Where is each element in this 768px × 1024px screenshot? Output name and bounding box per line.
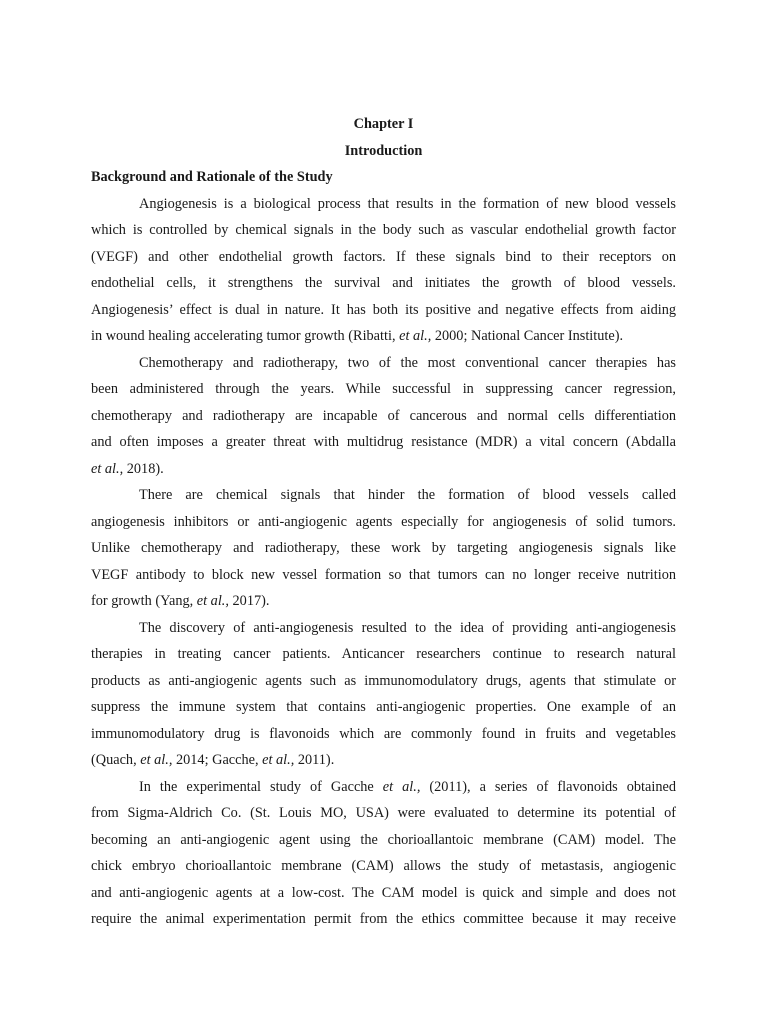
text-line: chemotherapy and radiotherapy are incapable of cancerous and normal cells differentiation <box>91 407 676 424</box>
document-page <box>91 111 676 933</box>
text-line: and often imposes a greater threat with multidrug resistance (MDR) a vital concern (Abdalla <box>91 434 676 450</box>
section-heading: Background and Rationale of the Study <box>91 169 333 185</box>
text-line: immunomodulatory drug is flavonoids which are commonly found in fruits and vegetables <box>91 725 676 742</box>
chapter-title: Introduction <box>344 142 423 159</box>
text-line: Unlike chemotherapy and radiotherapy, these work by targeting angiogenesis signals like <box>91 540 676 556</box>
text-line: There are chemical signals that hinder the formation of blood vessels called <box>139 487 676 503</box>
body-paragraph <box>91 191 676 350</box>
body-text <box>91 191 676 933</box>
body-paragraph <box>91 615 676 774</box>
text-line: been administered through the years. While successful in suppressing cancer regression, <box>91 381 676 397</box>
text-line: et al., 2018). <box>91 460 164 477</box>
text-line: in wound healing accelerating tumor growth (Ribatti, et al., 2000; National Cancer Institute). <box>91 328 624 344</box>
text-line: VEGF antibody to block new vessel formation so that tumors can no longer receive nutrition <box>91 566 676 583</box>
text-line: products as anti-angiogenic agents such as immunomodulatory drugs, agents that stimulate or <box>91 672 676 689</box>
text-line: (Quach, et al., 2014; Gacche, et al., 2011). <box>91 752 335 768</box>
text-line: Chemotherapy and radiotherapy, two of the most conventional cancer therapies has <box>139 354 676 371</box>
text-line: Angiogenesis is a biological process that results in the formation of new blood vessels <box>139 195 676 212</box>
text-line: In the experimental study of Gacche et al., (2011), a series of flavonoids obtained <box>139 778 676 795</box>
text-line: and anti-angiogenic agents at a low-cost. The CAM model is quick and simple and does not <box>91 884 676 901</box>
text-line: for growth (Yang, et al., 2017). <box>91 593 270 609</box>
text-line: (VEGF) and other endothelial growth factors. If these signals bind to their receptors on <box>91 248 676 265</box>
text-line: angiogenesis inhibitors or anti-angiogenic agents especially for angiogenesis of solid tumors. <box>91 513 676 530</box>
text-line: suppress the immune system that contains anti-angiogenic properties. One example of an <box>91 699 676 715</box>
text-line: The discovery of anti-angiogenesis resulted to the idea of providing anti-angiogenesis <box>139 619 676 636</box>
text-line: becoming an anti-angiogenic agent using the chorioallantoic membrane (CAM) model. The <box>91 831 676 848</box>
text-line: endothelial cells, it strengthens the survival and initiates the growth of blood vessels. <box>91 275 676 291</box>
text-line: which is controlled by chemical signals in the body such as vascular endothelial growth factor <box>91 222 676 238</box>
text-line: chick embryo chorioallantoic membrane (CAM) allows the study of metastasis, angiogenic <box>91 858 676 874</box>
text-line: therapies in treating cancer patients. Anticancer researchers continue to research natural <box>91 646 676 662</box>
chapter-label: Chapter I <box>353 116 414 132</box>
body-paragraph <box>91 482 676 615</box>
body-paragraph <box>91 350 676 483</box>
text-line: require the animal experimentation permit from the ethics committee because it may receive <box>91 911 676 927</box>
text-line: Angiogenesis’ effect is dual in nature. It has both its positive and negative effects from aiding <box>91 301 676 318</box>
body-paragraph <box>91 774 676 933</box>
text-line: from Sigma-Aldrich Co. (St. Louis MO, USA) were evaluated to determine its potential of <box>91 805 676 821</box>
